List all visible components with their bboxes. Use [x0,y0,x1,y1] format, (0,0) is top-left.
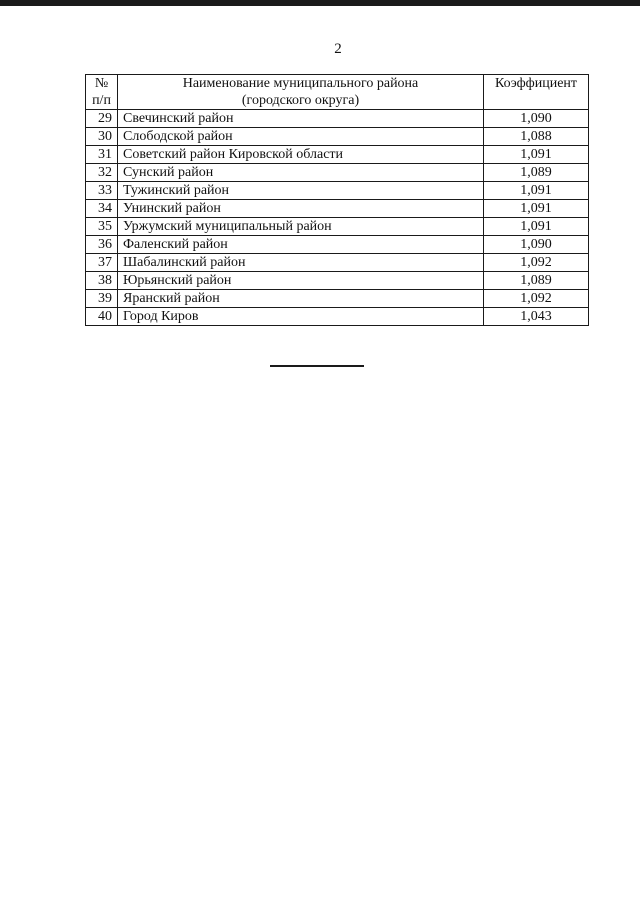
table-row [86,164,589,182]
table-row [86,236,589,254]
row-coefficient: 1,092 [484,254,589,272]
table-header-row [86,75,589,110]
row-coefficient: 1,043 [484,308,589,326]
row-coefficient: 1,091 [484,146,589,164]
row-name: Унинский район [118,200,484,218]
header-coefficient: Коэффициент [484,75,589,110]
row-number: 29 [86,110,118,128]
table-row [86,146,589,164]
row-coefficient: 1,089 [484,164,589,182]
row-name: Сунский район [118,164,484,182]
row-number: 36 [86,236,118,254]
row-number: 31 [86,146,118,164]
row-coefficient: 1,091 [484,182,589,200]
coefficient-table [85,74,589,326]
header-name-line2: (городского округа) [241,93,360,108]
row-number: 39 [86,290,118,308]
row-number: 34 [86,200,118,218]
table-row [86,182,589,200]
row-number: 38 [86,272,118,290]
table-row [86,290,589,308]
row-coefficient: 1,090 [484,110,589,128]
row-coefficient: 1,091 [484,218,589,236]
row-coefficient: 1,091 [484,200,589,218]
row-name: Уржумский муниципальный район [118,218,484,236]
header-name [118,75,484,110]
row-name: Шабалинский район [118,254,484,272]
row-name: Советский район Кировской области [118,146,484,164]
row-name: Фаленский район [118,236,484,254]
table-row [86,110,589,128]
row-number: 40 [86,308,118,326]
row-name: Юрьянский район [118,272,484,290]
row-name: Яранский район [118,290,484,308]
row-number: 32 [86,164,118,182]
row-coefficient: 1,089 [484,272,589,290]
table-row [86,200,589,218]
table-row [86,218,589,236]
row-number: 37 [86,254,118,272]
table-row [86,272,589,290]
row-coefficient: 1,090 [484,236,589,254]
row-coefficient: 1,092 [484,290,589,308]
end-of-document-line [270,365,364,367]
table-row [86,128,589,146]
row-name: Слободской район [118,128,484,146]
page-number: 2 [334,41,342,57]
table-row [86,308,589,326]
header-name-line1: Наименование муниципального района [182,76,419,91]
row-number: 35 [86,218,118,236]
header-number-line2: п/п [92,93,111,108]
row-coefficient: 1,088 [484,128,589,146]
header-number [86,75,118,110]
row-number: 33 [86,182,118,200]
row-number: 30 [86,128,118,146]
row-name: Свечинский район [118,110,484,128]
header-number-line1: № [94,76,109,91]
top-border-line [0,0,640,6]
table-row [86,254,589,272]
row-name: Тужинский район [118,182,484,200]
row-name: Город Киров [118,308,484,326]
